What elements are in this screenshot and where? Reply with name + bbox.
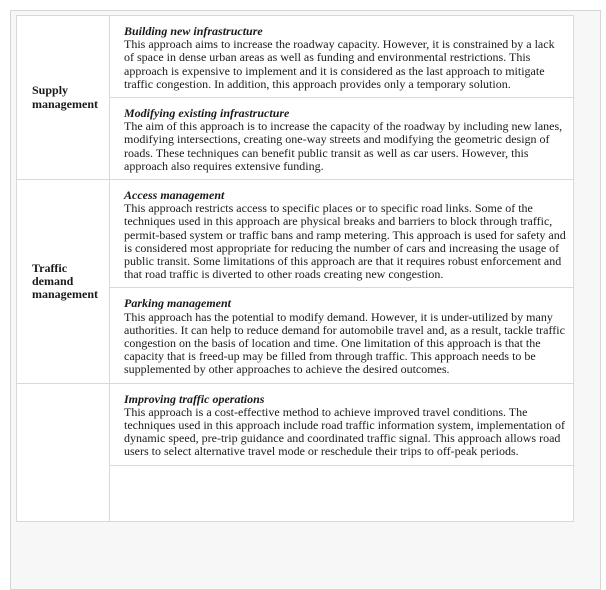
category-label: Traffic demand management [32, 260, 98, 301]
item-cell [110, 465, 574, 521]
item-cell [110, 98, 574, 180]
item-body: The aim of this approach is to increase the capacity of the roadway by including new lanes, modifying intersections, creating one-way streets and modifying the geometric design of roads. These techniques can benefit public transit as well as car users. However, this approach also requires extensive funding. [124, 119, 563, 173]
item-body: This approach has the potential to modify demand. However, it is under-utilized by many authorities. It can help to reduce demand for automobile travel and, as a result, tackle traffic congestion on the basis of location and time. One limitation of this approach is that the capacity that is freed-up may be filled from through traffic. This approach needs to be supplemented by other approaches to achieve the desired outcomes. [124, 309, 565, 377]
item-title: Building new infrastructure [124, 24, 263, 38]
approaches-table [16, 15, 574, 522]
table-row [17, 16, 574, 98]
table-row [17, 383, 574, 465]
item-title: Improving traffic operations [124, 391, 265, 406]
item-title: Modifying existing infrastructure [124, 106, 290, 121]
item-cell [110, 16, 574, 98]
category-label: Supply management [32, 83, 98, 111]
category-cell [17, 383, 110, 521]
item-cell [110, 288, 574, 383]
item-body: This approach is a cost-effective method to achieve improved travel conditions. The techniques used in this approach include road traffic information system, implementation of dynamic speed, pre-trip guidance and coordinated traffic signal. This approach allows road users to select alternative travel mode or reschedule their trips to off-peak periods. [124, 404, 565, 459]
scroll-frame [10, 10, 601, 590]
category-cell [17, 180, 110, 384]
table-row [17, 180, 574, 288]
item-cell [110, 180, 574, 288]
item-title: Access management [124, 188, 225, 203]
item-cell [110, 383, 574, 465]
category-cell [17, 16, 110, 180]
item-body: This approach aims to increase the roadway capacity. However, it is constrained by a lack of space in dense urban areas as well as funding and environmental restrictions. This approach is expensive to implement and it is considered as the last approach to mitigate traffic congestion. In addition, this approach provides only a temporary solution. [124, 37, 555, 91]
item-body: This approach restricts access to specific places or to specific road links. Some of the techniques used in this approach are physical breaks and barriers to block through traffic, permit-based system or traffic bans and ramp metering. This approach is used for safety and is considered most appropriate for reducing the number of cars and increasing the usage of public transit. Some limitations of this approach are that it requires robust enforcement and that road traffic is diverted to other roads creating new congestion. [124, 201, 566, 282]
item-title: Parking management [124, 296, 232, 311]
